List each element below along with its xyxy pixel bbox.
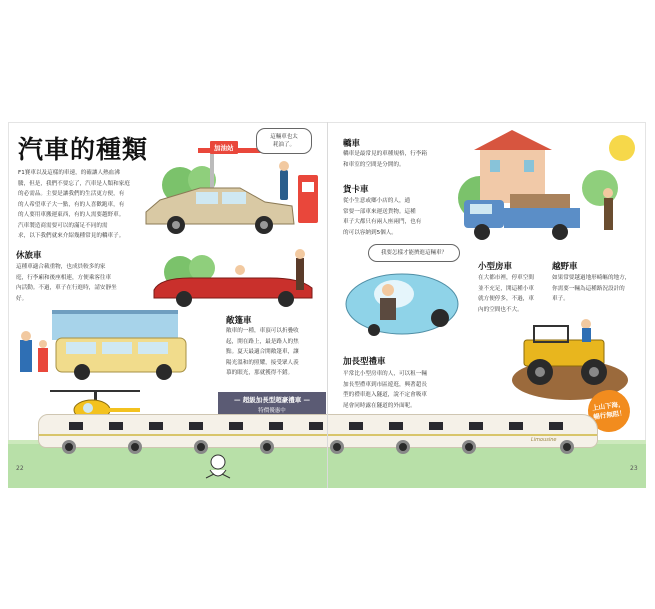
convertible-line: 陽光溫和的照耀，接受眾人羨 [226, 359, 299, 366]
offroad-line: 車子。 [552, 296, 569, 302]
speech-bubble-mid: 我要怎樣才能擠進這輛車？ [368, 244, 460, 262]
intro-line: 騰，但是，我們不要忘了，汽車是人類和家庭 [18, 180, 130, 187]
mini-heading: 小型房車 [478, 262, 513, 272]
sedan-line: 轎車是最常見的車種規格，行李箱 [343, 151, 427, 157]
page-number-left: 22 [16, 465, 24, 472]
convertible-heading: 敞篷車 [226, 316, 252, 326]
wagon-line: 這種車適合載重物，也成員較多的家 [16, 264, 106, 270]
wagon-car-illustration [16, 310, 188, 380]
mini-line: 在大都市裡，停車空間 [478, 275, 534, 281]
jeep-illustration [510, 310, 630, 402]
intro-line: 的人希望車子大一點，有的人喜歡跑車，有 [18, 201, 125, 208]
wagon-heading: 休旅車 [16, 251, 42, 261]
offroad-text [552, 273, 642, 305]
limo-window [149, 422, 163, 430]
pickup-heading: 貨卡車 [343, 185, 369, 195]
limo-window [509, 422, 523, 430]
ribbon-title: — 超級加長型超豪禮車 — [233, 396, 311, 404]
offroad-line: 你需要一輛為這種路況設計的 [552, 285, 625, 292]
intro-line: 求，以下我們就來介紹幾種常見的轎車子。 [18, 233, 125, 239]
badge-line: 上山下海， [591, 399, 625, 413]
limo-window [309, 422, 323, 430]
sedan-line: 和車室的空間是分開的。 [343, 161, 405, 168]
limo-window [269, 422, 283, 430]
page-gutter [327, 122, 328, 488]
pickup-line: 的可以容納到5個人。 [343, 229, 397, 236]
limousine-body [38, 414, 598, 448]
limo-wheel [560, 440, 574, 454]
limo-wheel [62, 440, 76, 454]
mini-line: 就方便停多，不過，車 [478, 296, 534, 302]
limousine-heading: 加長型禮車 [343, 357, 386, 367]
limo-window [229, 422, 243, 430]
offroad-line: 如果常要越過地形崎嶇的地方， [552, 275, 631, 281]
convertible-text [226, 326, 326, 379]
cartoon-character [200, 452, 236, 486]
wagon-line: 好。 [16, 295, 28, 302]
bubble-line: 這輛車也太 [270, 134, 298, 140]
limo-window [69, 422, 83, 430]
mini-car-illustration [344, 258, 464, 340]
limo-wheel [260, 440, 274, 454]
limo-window [549, 422, 563, 430]
limo-window [349, 422, 363, 430]
intro-line: 的必需品。主要是讓我們的生活更方便，有 [18, 191, 125, 197]
convertible-line: 點。夏天最適合開敞篷車，讓 [226, 349, 299, 355]
mini-line: 內的空間也不大。 [478, 306, 523, 313]
convertible-illustration [150, 248, 320, 308]
intro-line: F1賽車以及這樣的車速，的確讓人熱血沸 [18, 170, 120, 176]
convertible-line: 慕的眼光，那就獲得不錯。 [226, 370, 294, 376]
limo-wheel [462, 440, 476, 454]
gas-station-sign: 加油站 [210, 141, 238, 154]
convertible-line: 起，開在路上，最是路人的焦 [226, 338, 299, 345]
limousine-line: 尾會同時露在隧道的外面呢。 [343, 402, 416, 409]
intro-line: 的人要用車搬運東西，有的人需要越野車。 [18, 212, 125, 218]
pickup-line: 從小生意或鄉小店的人，通 [343, 198, 411, 204]
limo-stripe [39, 434, 597, 436]
limousine-line: 平常比小型房車的人，可以租一輛 [343, 371, 427, 377]
page-title: 汽車的種類 [18, 135, 149, 164]
limo-window [469, 422, 483, 430]
limo-wheel [128, 440, 142, 454]
limousine-text [343, 369, 461, 411]
limousine-line: 加長型禮車到市區遊逛，興著超長 [343, 381, 427, 388]
limousine-line: 型的禮車進入隧道，說不定會吸車 [343, 392, 427, 398]
offroad-heading: 越野車 [552, 262, 578, 272]
limo-wheel [330, 440, 344, 454]
convertible-line: 敞車的一種，車頂可以折疊收 [226, 328, 299, 334]
mini-line: 並不充足，開這種小車 [478, 285, 534, 292]
wagon-line: 內活動。不過，車子在行進時，請安靜坐 [16, 285, 117, 291]
pickup-line: 車子大都只有兩人座兩門，也有 [343, 219, 422, 225]
bubble-line: 耗油了。 [272, 142, 295, 148]
sedan-text [343, 149, 453, 170]
badge-line: 暢行無阻！ [592, 408, 627, 422]
ribbon-subtitle: 特價優惠中 [258, 408, 286, 414]
wagon-text [16, 262, 156, 304]
sedan-car-illustration [140, 178, 300, 238]
limo-window [429, 422, 443, 430]
pickup-text [343, 196, 443, 238]
limo-brand: Limousine [531, 437, 557, 443]
speech-bubble-top [256, 128, 312, 154]
house-pickup-illustration [440, 128, 640, 248]
limo-window [389, 422, 403, 430]
mini-text [478, 273, 548, 315]
intro-line: 汽車製造商需要可以的滿足不同的需 [18, 222, 108, 229]
limo-window [189, 422, 203, 430]
pickup-line: 常要一部車來運送貨物。這種 [343, 208, 416, 215]
limo-wheel [396, 440, 410, 454]
sedan-heading: 轎車 [343, 139, 361, 149]
limo-window [109, 422, 123, 430]
wagon-line: 庭，行李廂和後座相連，方便乘客往車 [16, 274, 112, 281]
page-number-right: 23 [630, 465, 638, 472]
